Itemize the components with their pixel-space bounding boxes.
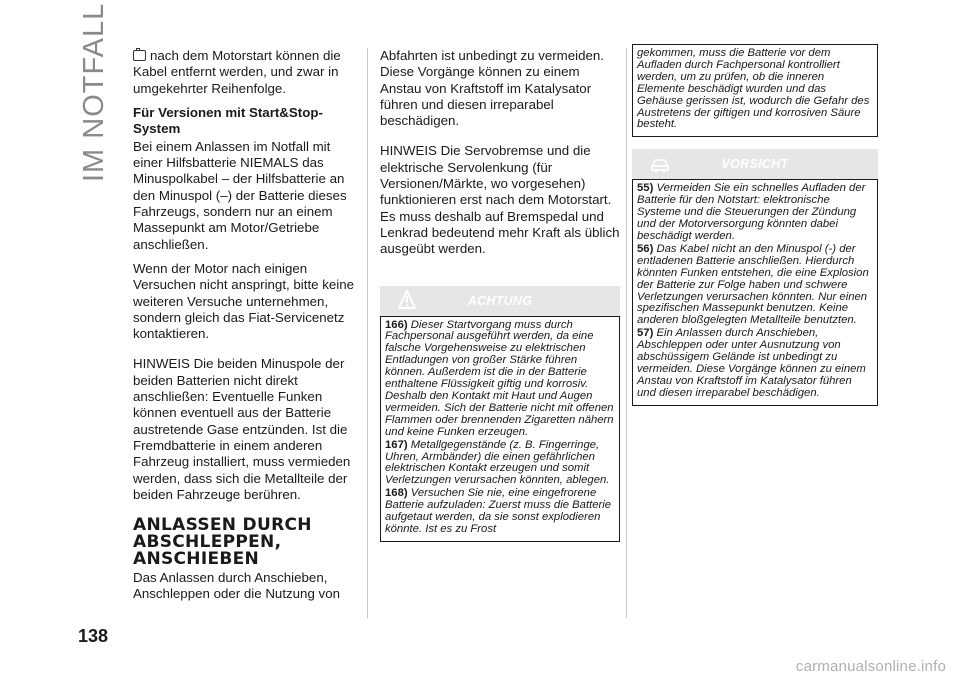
note-item [637, 328, 873, 399]
note-number: 57) [637, 327, 654, 340]
column-divider [367, 48, 368, 618]
paragraph: Wenn der Motor nach einigen Versuchen nicht anspringt, bitte keine weiteren Versuche unternehmen, sondern gleich das Fiat-Servicenetz kontaktieren. [133, 260, 355, 342]
warning-banner [380, 286, 620, 316]
note-text: Ein Anlassen durch Anschieben, Abschleppen oder unter Ausnutzung von abschüssigem Gelände ist unbedingt zu vermeiden. Diese Vorgänge können zu einem Anstau von Kraftstoff im Katalysator führen und diesen irreparabel beschädigen. [637, 327, 866, 399]
note-item [385, 488, 615, 536]
note-text: Dieser Startvorgang muss durch Fachpersonal ausgeführt werden, da eine falsche Vorgehensweise zu elektrischen Entladungen von großer Stärke führen können. Außerdem ist die in der Batterie enthaltene Flüssigkeit giftig und korrosiv. Deshalb den Kontakt mit Haut und Augen vermeiden. Sich der Batterie nicht mit offenen Flammen oder brennenden Zigaretten nähern und keine Funken erzeugen. [385, 318, 614, 438]
note-text: gekommen, muss die Batterie vor dem Aufladen durch Fachpersonal kontrolliert werden, um zu prüfen, ob die inneren Elemente beschädigt wurden und das Gehäuse gerissen ist, wodurch die Gefahr des Austretens der giftigen und korrosiven Säure besteht. [637, 47, 870, 131]
caution-box [632, 179, 878, 405]
note-item [637, 183, 873, 243]
subheading-start-stop: Für Versionen mit Start&Stop-System [133, 104, 323, 136]
note-number: 167) [385, 438, 408, 451]
note-item [385, 440, 615, 488]
note-number: 55) [637, 182, 654, 195]
paragraph: Abfahrten ist unbedingt zu vermeiden. Diese Vorgänge können zu einem Anstau von Kraftstoff im Katalysator führen und diesen irreparabel beschädigen. [380, 48, 604, 129]
note-item [637, 244, 873, 327]
section-heading: ANLASSEN DURCH ABSCHLEPPEN, ANSCHIEBEN [133, 515, 312, 570]
caution-banner [632, 149, 878, 179]
note-item [385, 320, 615, 439]
warning-box [380, 316, 620, 542]
column-2 [380, 48, 620, 542]
watermark: carmanualsonline.info [795, 658, 946, 675]
paragraph [133, 48, 355, 97]
banner-label: VORSICHT [721, 157, 789, 172]
column-divider [626, 48, 627, 618]
note-text: Vermeiden Sie ein schnelles Aufladen der Batterie für den Notstart: elektronische Systeme und die Steuerungen der Zündung und der Motorversorgung könnten dabei beschädigt werden. [637, 182, 866, 242]
banner-label: ACHTUNG [467, 293, 533, 308]
paragraph: Bei einem Anlassen im Notfall mit einer Hilfsbatterie NIEMALS das Minuspolkabel – der Hilfsbatterie an den Minuspol (–) der Batterie dieses Fahrzeugs, sondern nur an einem Massepunkt am Motor/Getriebe anschließen. [133, 138, 347, 252]
chapter-side-title: IM NOTFALL [78, 2, 110, 182]
paragraph-text: nach dem Motorstart können die Kabel entfernt werden, und zwar in umgekehrter Reihenfolge. [133, 48, 341, 96]
paragraph: Das Anlassen durch Anschieben, Anschleppen oder die Nutzung von [133, 570, 340, 602]
column-3 [632, 48, 878, 406]
note-text: Versuchen Sie nie, eine eingefrorene Batterie aufzuladen: Zuerst muss die Batterie aufgetaut werden, da sie sonst explodieren könnte. Ist es zu Frost [385, 487, 612, 535]
note-number: 166) [385, 318, 408, 331]
note-paragraph: HINWEIS Die beiden Minuspole der beiden Batterien nicht direkt anschließen: Eventuelle Funken können eventuell aus der Batterie austretende Gase entzünden. Ist die Fremdbatterie in einem anderen Fahrzeug installiert, muss vermieden werden, dass sich die Metallteile der beiden Fahrzeuge berühren. [133, 356, 351, 502]
column-1 [133, 48, 355, 611]
page-number: 138 [78, 626, 109, 646]
warning-box-continued [632, 44, 878, 137]
note-text: Metallgegenstände (z. B. Fingerringe, Uhren, Armbänder) die einen gefährlichen elektrischen Kontakt erzeugen und somit Verletzungen verursachen könnten, ablegen. [385, 438, 610, 487]
note-paragraph: HINWEIS Die Servobremse und die elektrische Servolenkung (für Versionen/Märkte, wo vorgesehen) funktionieren erst nach dem Motorstart. Es muss deshalb auf Bremspedal und Lenkrad bedeutend mehr Kraft als üblich ausgeübt werden. [380, 143, 620, 257]
note-number: 56) [637, 242, 654, 255]
note-text: Das Kabel nicht an den Minuspol (-) der entladenen Batterie anschließen. Hierdurch könnten Funken entstehen, die eine Explosion der Batterie zur Folge haben und schwere Verletzungen verursachen könnten. Nur einen spezifischen Massepunkt benutzen. Keine anderen bloßgelegten Metallteile benutzten. [637, 242, 869, 327]
battery-icon [133, 50, 146, 61]
note-number: 168) [385, 487, 408, 500]
